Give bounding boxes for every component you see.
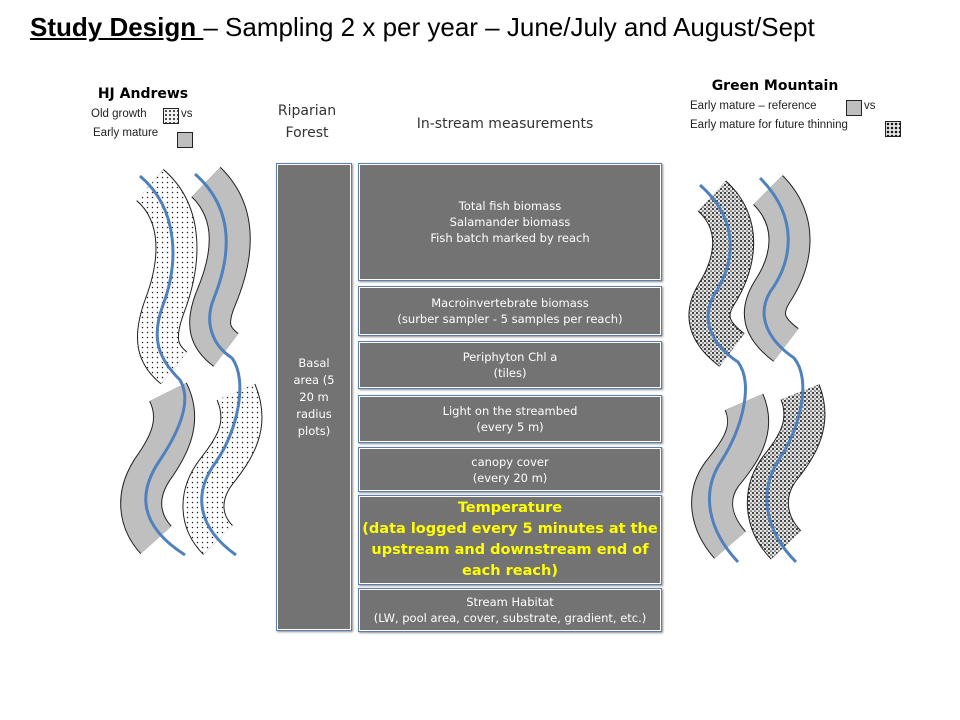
box-line: Stream Habitat xyxy=(466,595,554,609)
gm-reference-reach-upper xyxy=(765,190,790,345)
riparian-line1: Riparian xyxy=(277,103,337,119)
gm-thinning-reach-upper xyxy=(709,196,733,350)
basal-line: plots) xyxy=(297,423,331,438)
box-line: Fish batch marked by reach xyxy=(430,231,590,245)
basal-line: Basal xyxy=(298,355,330,370)
title-rest: – Sampling 2 x per year – June/July and August/Sept xyxy=(203,12,815,42)
box-line: Total fish biomass xyxy=(458,199,562,213)
instream-heading: In-stream measurements xyxy=(416,116,594,132)
hj-vs-label: vs xyxy=(181,108,193,120)
box-line: (every 20 m) xyxy=(472,470,548,485)
gm-reference-reach-lower xyxy=(712,402,748,545)
box-line: Light on the streambed xyxy=(442,404,578,418)
basal-line: 20 m xyxy=(299,389,329,404)
box-line: (surber sampler - 5 samples per reach) xyxy=(397,312,623,326)
box-line: Macroinvertebrate biomass xyxy=(431,296,589,310)
basal-line: radius xyxy=(296,406,332,421)
hj-old-growth-reach-upper xyxy=(150,185,176,368)
gm-reference-label: Early mature – reference xyxy=(690,100,817,112)
hj-early-mature-label: Early mature xyxy=(93,127,159,139)
gm-thinning-label: Early mature for future thinning xyxy=(690,119,848,131)
hj-old-growth-label: Old growth xyxy=(91,108,147,120)
basal-line: area (5 xyxy=(293,372,335,387)
box-line: (every 5 m) xyxy=(476,420,544,434)
box-line: (tiles) xyxy=(493,366,527,380)
box-line: Periphyton Chl a xyxy=(462,350,558,364)
box-line: canopy cover xyxy=(471,454,549,469)
hj-andrews-heading: HJ Andrews xyxy=(97,86,189,102)
box-line: (LW, pool area, cover, substrate, gradient, etc.) xyxy=(373,611,647,625)
box-line: upstream and downstream end of xyxy=(371,542,649,558)
title-underlined: Study Design xyxy=(30,12,204,42)
green-mountain-heading: Green Mountain xyxy=(711,78,839,94)
box-line: each reach) xyxy=(462,563,558,579)
box-line: (data logged every 5 minutes at the xyxy=(362,521,658,537)
riparian-line2: Forest xyxy=(285,125,329,141)
gm-vs-label: vs xyxy=(864,100,876,112)
box-line: Temperature xyxy=(457,500,563,516)
box-line: Salamander biomass xyxy=(449,215,571,229)
